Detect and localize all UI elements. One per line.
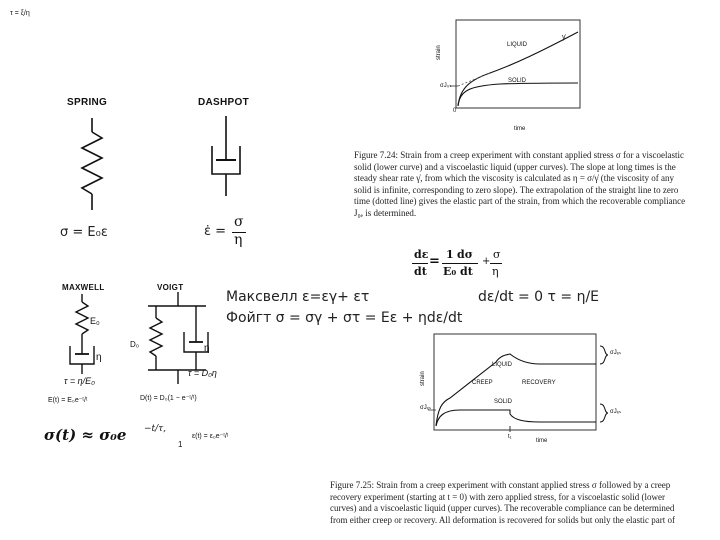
maxwell-e-label: E₀	[90, 316, 100, 326]
stress-relax-tail: 1	[178, 440, 183, 449]
fig724-xlabel: time	[514, 126, 526, 132]
fig724-ylabel: strain	[436, 45, 442, 60]
fig724-ytick-a: σJ₀ₛ	[440, 83, 452, 89]
voigt-title: VOIGT	[157, 283, 184, 292]
fig725-liquid-label: LIQUID	[492, 362, 513, 368]
fig725-right-bot: σJₑₛ	[610, 409, 622, 415]
maxwell-frac-num: dε	[414, 248, 429, 261]
stress-relax-exp: −t/τ,	[144, 424, 167, 434]
voigt-tau: τ = D₀η	[188, 368, 217, 378]
maxwell-tau: τ = η/E₀	[64, 376, 95, 386]
maxwell-dsig: dσ	[457, 248, 473, 261]
spring-diagram	[70, 118, 120, 210]
spring-title: SPRING	[67, 97, 108, 108]
fig724-graph	[430, 18, 590, 136]
maxwell-title: MAXWELL	[62, 283, 105, 292]
voigt-d-label: D₀	[130, 340, 140, 349]
dashpot-den: η	[234, 232, 243, 248]
fig724-ytick-b: 0	[453, 108, 457, 114]
maxwell-eta: η	[492, 265, 499, 278]
maxwell-frac-den: dt	[414, 265, 427, 278]
voigt-eta-label: η	[204, 343, 210, 354]
fig725-right-top: σJₑₛ	[610, 350, 622, 356]
maxwell-plus: +	[482, 256, 491, 267]
fig725-creep-label: CREEP	[472, 380, 493, 386]
spring-equation: σ = E₀ε	[60, 225, 108, 240]
maxwell-diagram	[60, 294, 120, 374]
maxwell-e0dt: E₀ dt	[443, 265, 473, 278]
stress-relax-rhs: ε(t) = ε₀e⁻ᵗ/ᵗ	[192, 433, 229, 440]
fig725-caption: Figure 7.25: Strain from a creep experiment with constant applied stress σ followed by a creep recovery experiment (starting at t = 0) with zero applied stress, for a viscoelastic solid (lower curves) and a viscoelastic liquid (upper curves). The recoverable compliance can be determined from either creep or recovery. All deformation is recovered for solids but only the elastic part of	[330, 480, 676, 525]
maxwell-line1: Максвелл ε=εγ+ ετ	[226, 289, 370, 305]
maxwell-frac-bar-2	[442, 263, 478, 264]
maxwell-eq-sign: =	[429, 254, 440, 269]
fig725-ylabel: strain	[420, 371, 426, 386]
fig725-t1: t₁	[508, 434, 512, 440]
maxwell-one: 1	[446, 248, 454, 261]
maxwell-frac-bar-3	[490, 263, 502, 264]
stress-relax-lhs: σ(t) ≈ σ₀e	[44, 426, 127, 444]
fig725-recovery-label: RECOVERY	[522, 380, 556, 386]
fig724-solid-label: SOLID	[508, 78, 527, 84]
fig724-liquid-label: LIQUID	[507, 42, 528, 48]
maxwell-sig: σ	[493, 248, 501, 261]
voigt-creep: D(t) = D₀(1 − e⁻ᵗ/ᵗ)	[140, 395, 197, 402]
fig724-caption: Figure 7.24: Strain from a creep experiment with constant applied stress σ for a viscoelastic solid (lower curve) and a viscoelastic liquid (upper curves). The slope at long times is the steady shear rate γ̇, from which the viscosity is calculated as η = σ/γ̇ (the viscosity of any solid is infinite, corresponding to zero slope). The extrapolation of the straight line to zero time (dotted line) gives the elastic part of the strain, from which the recoverable compliance J₀ₑ is determined.	[354, 150, 686, 218]
dashpot-lhs: ε̇ =	[204, 224, 227, 239]
dashpot-diagram	[206, 116, 246, 196]
fig725-xlabel: time	[536, 438, 548, 444]
corner-equation: τ = ξ/η	[10, 10, 30, 17]
dashpot-num: σ	[234, 214, 244, 230]
fig725-solid-label: SOLID	[494, 399, 513, 405]
fig724-gamma: γ̇	[562, 34, 566, 41]
dashpot-title: DASHPOT	[198, 97, 249, 108]
fig725-left-tick: σJₑₛ	[420, 405, 432, 411]
maxwell-eta-label: η	[96, 352, 102, 363]
maxwell-relax: E(t) = E₀e⁻ᵗ/ᵗ	[48, 397, 88, 404]
maxwell-frac-bar	[412, 263, 428, 264]
fig725-graph	[420, 330, 620, 448]
maxwell-line1-right: dε/dt = 0 τ = η/E	[478, 289, 600, 305]
voigt-line2: Фойгт σ = σγ + στ = Eε + ηdε/dt	[226, 310, 463, 326]
